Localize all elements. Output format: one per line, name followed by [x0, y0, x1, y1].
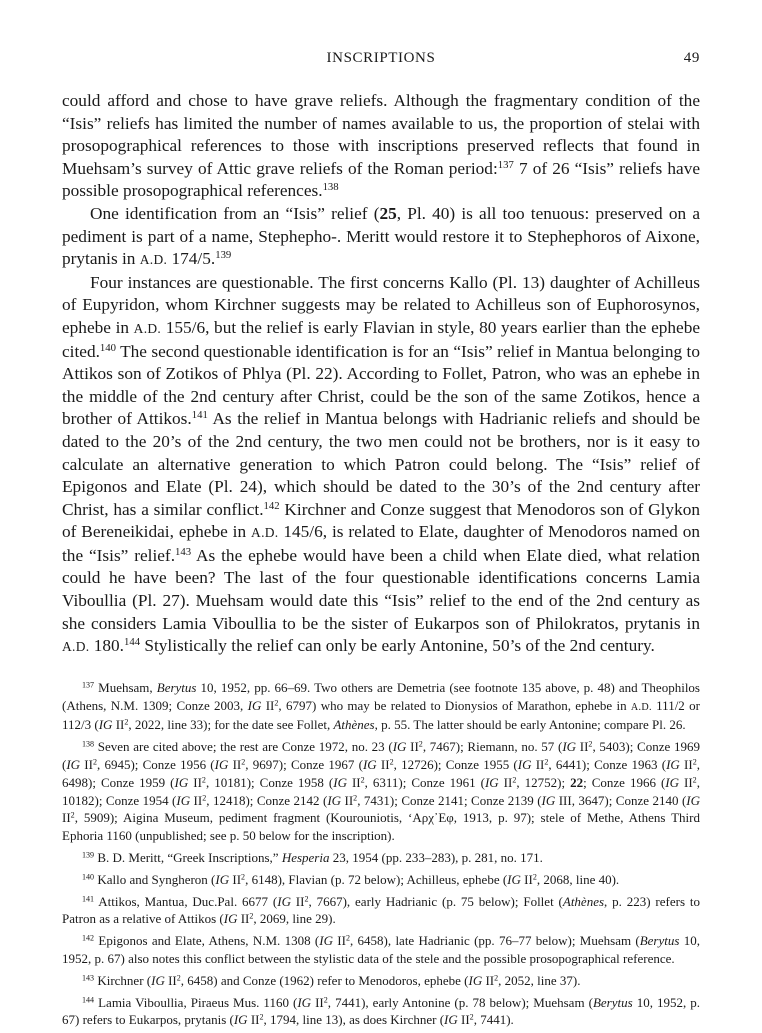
footnote-ref[interactable]: 141	[191, 409, 208, 422]
footnote-140: $^{140}$ Kallo and Syngheron (IG $II^2$, 6148), Flavian (p. 72 below); Achilleus, ephebe (IG $II^2$, 2068, line 40).	[82, 871, 620, 887]
footnote-ref[interactable]: 140	[99, 341, 116, 354]
running-header	[62, 50, 700, 72]
footnote-ref[interactable]: 143	[175, 545, 192, 558]
paragraph-2: One identification from an “Isis” relief (25, Pl. 40) is all too tenuous: preserved on a pediment is part of a name, Stephepho-. Meritt would restore it to Stephephoros of Aixone, prytanis in A.D. 174/5.$^{139}$	[62, 203, 700, 269]
footnote-138: $^{138}$ Seven are cited above; the rest are Conze 1972, no. 23 (IG $II^2$, 7467); Riemann, no. 57 (IG $II^2$, 5403); Conze 1969 (IG $II^2$, 6945); Conze 1956 (IG $II^2$, 9697); Conze 1967 (IG $II^2$, 12726); Conze 1955 (IG $II^2$, 6441); Conze 1963 (IG $II^2$, 6498); Conze 1959 (IG $II^2$, 10181); Conze 1958 (IG $II^2$, 6311); Conze 1961 (IG $II^2$, 12752); 22; Conze 1966 (IG $II^2$, 10182); Conze 1954 (IG $II^2$, 12418); Conze 2142 (IG $II^2$, 7431); Conze 2141; Conze 2139 (IG III, 3647); Conze 2140 (IG $II^2$, 5909); Aigina Museum, pediment fragment (Kourouniotis, ‘Αρχ᾽Εφ, 1913, p. 97); stele of Methe, Athens Third Ephoria 1160 (unpublished; see p. 50 below for the inscription).	[62, 739, 700, 844]
footnote-144: $^{144}$ Lamia Viboullia, Piraeus Mus. 1160 (IG $II^2$, 7441), early Antonine (p. 78 below); Muehsam (Berytus 10, 1952, p. 67) refers to Eukarpos, prytanis (IG $II^2$, 1794, line 13), as does Kirchner (IG $II^2$, 7441).	[62, 994, 701, 1028]
main-text	[62, 90, 700, 659]
running-title: INSCRIPTIONS	[326, 50, 436, 66]
footnote-ref[interactable]: 144	[123, 636, 141, 649]
footnote-ref[interactable]: 137	[497, 158, 514, 171]
footnote-ref[interactable]: 139	[215, 249, 232, 262]
footnote-142: $^{142}$ Epigonos and Elate, Athens, N.M. 1308 (IG $II^2$, 6458), late Hadrianic (pp. 76–77 below); Muehsam (Berytus 10, 1952, p. 67) also notes this conflict between the stylistic data of the stele and the possible prosopographical reference.	[62, 933, 700, 966]
footnote-ref[interactable]: 142	[263, 499, 280, 512]
footnotes	[62, 679, 700, 1029]
footnote-141: $^{141}$ Attikos, Mantua, Duc.Pal. 6677 (IG $II^2$, 7667), early Hadrianic (p. 75 below); Follet (Athènes, p. 223) refers to Patron as a relative of Attikos (IG $II^2$, 2069, line 29).	[62, 893, 700, 927]
paragraph-1: could afford and chose to have grave reliefs. Although the fragmentary condition of the “Isis” reliefs has limited the number of names available to us, the proportion of stelai with prosopographical references to those with inscriptions preserved reflects that found in Muehsam’s survey of Attic grave reliefs of the Roman period:$^{137}$ 7 of 26 “Isis” reliefs have possible prosopographical references.$^{138}$	[62, 91, 701, 201]
page-number: 49	[683, 50, 700, 66]
footnote-137: $^{137}$ Muehsam, Berytus 10, 1952, pp. 66–69. Two others are Demetria (see footnote 135 above, p. 48) and Theophilos (Athens, N.M. 1309; Conze 2003, IG $II^2$, 6797) who may be related to Dionysios of Marathon, ephebe in A.D. 111/2 or 112/3 (IG $II^2$, 2022, line 33); for the date see Follet, Athènes, p. 55. The latter should be early Antonine; compare Pl. 26.	[62, 679, 700, 733]
catalogue-number: 25	[379, 203, 397, 223]
book-page	[62, 50, 700, 1033]
paragraph-3: Four instances are questionable. The first concerns Kallo (Pl. 13) daughter of Achilleus of Eupyridon, whom Kirchner suggests may be related to Achilleus son of Euphorosynos, ephebe in A.D. 155/6, but the relief is early Flavian in style, 80 years earlier than the ephebe cited.$^{140}$ The second questionable identification is for an “Isis” relief in Mantua belonging to Attikos son of Zotikos of Phlya (Pl. 22). According to Follet, Patron, who was an ephebe in the middle of the 2nd century after Christ, could be the son of the same Zotikos, hence a brother of Attikos.$^{141}$ As the relief in Mantua belongs with Hadrianic reliefs and should be dated to the 20’s of the 2nd century, the two men could not be brothers, nor is it easy to calculate an alternative generation to which Patron could belong. The “Isis” relief of Epigonos and Elate (Pl. 24), which should be dated to the 30’s of the 2nd century after Christ, has a similar conflict.$^{142}$ Kirchner and Conze suggest that Menodoros son of Glykon of Bereneikidai, ephebe in A.D. 145/6, is related to Elate, daughter of Menodoros named on the “Isis” relief.$^{143}$ As the ephebe would have been a child when Elate died, what relation could he have been? The last of the four questionable identifications concerns Lamia Viboullia (Pl. 27). Muehsam would date this “Isis” relief to the end of the 2nd century as she considers Lamia Viboullia to be the sister of Eukarpos son of Philokratos, prytanis in A.D. 180.$^{144}$ Stylistically the relief can only be early Antonine, 50’s of the 2nd century.	[62, 272, 701, 656]
footnote-143: $^{143}$ Kirchner (IG $II^2$, 6458) and Conze (1962) refer to Menodoros, ephebe (IG $II^2$, 2052, line 37).	[82, 972, 581, 988]
footnote-139: $^{139}$ B. D. Meritt, “Greek Inscriptions,” Hesperia 23, 1954 (pp. 233–283), p. 281, no. 171.	[82, 850, 543, 866]
footnote-ref[interactable]: 138	[322, 181, 339, 194]
